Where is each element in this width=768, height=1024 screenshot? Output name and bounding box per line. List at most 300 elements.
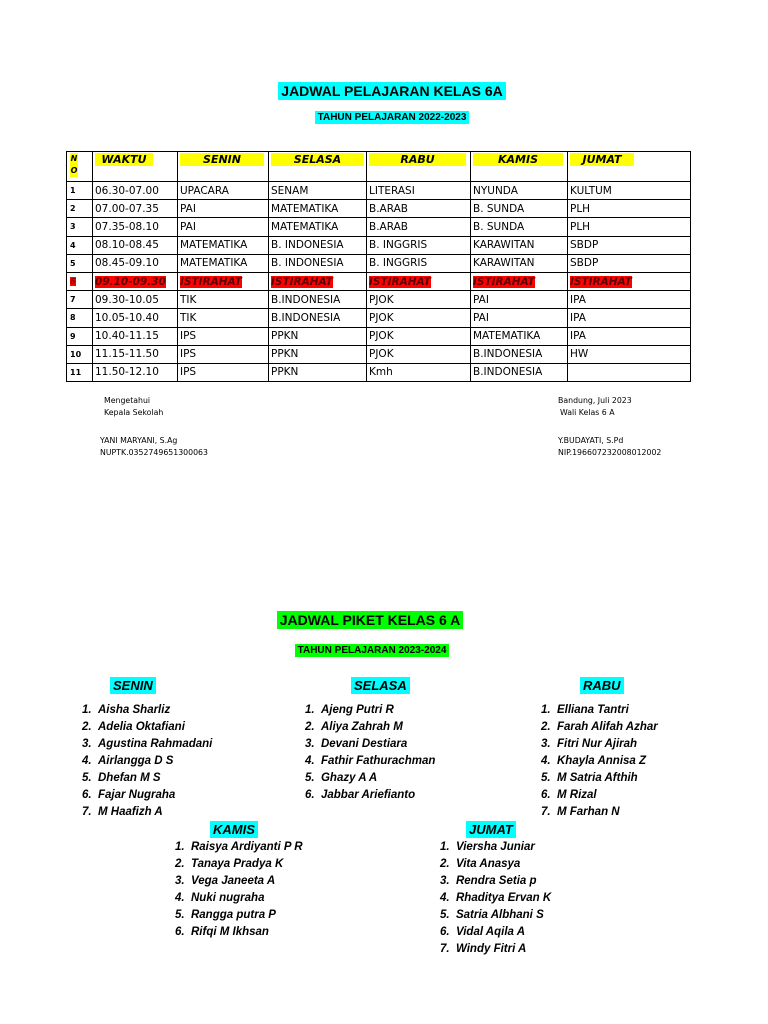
cell-rabu [367, 254, 471, 272]
piket-year-wrap [0, 640, 744, 658]
cell-kamis-text: MATEMATIKA [473, 330, 541, 343]
cell-kamis [471, 327, 568, 345]
cell-rabu-text: LITERASI [369, 184, 415, 197]
student-name: M Satria Afthih [556, 772, 638, 784]
list-item [82, 770, 212, 787]
cell-no-text: 10 [70, 349, 82, 359]
cell-kamis [471, 291, 568, 309]
cell-kamis [471, 236, 568, 254]
list-number: 5. [541, 772, 557, 784]
list-item [440, 873, 551, 890]
cell-senin [178, 200, 269, 218]
cell-waktu-text: 07.35-08.10 [95, 220, 159, 233]
student-name: Airlangga D S [97, 755, 174, 767]
cell-selasa [269, 327, 367, 345]
piket-list-selasa [305, 702, 435, 804]
cell-waktu [93, 272, 178, 290]
cell-senin-text: ISTIRAHAT [180, 275, 242, 288]
day-title-senin: SENIN [110, 677, 156, 694]
cell-senin [178, 182, 269, 200]
student-name: M Rizal [556, 789, 597, 801]
list-item [440, 839, 551, 856]
list-item [541, 770, 658, 787]
cell-jumat [568, 272, 691, 290]
cell-kamis [471, 272, 568, 290]
header-waktu-cell [93, 152, 178, 182]
cell-kamis [471, 363, 568, 381]
list-number: 4. [440, 892, 456, 904]
cell-waktu-text: 09.30-10.05 [95, 293, 159, 306]
cell-jumat-text: KULTUM [570, 184, 612, 197]
header-kamis-cell [471, 152, 568, 182]
cell-senin-text: PAI [180, 220, 196, 233]
cell-senin-text: MATEMATIKA [180, 239, 248, 252]
cell-jumat-text: SBDP [570, 239, 599, 252]
student-name: Satria Albhani S [455, 909, 544, 921]
cell-no [67, 272, 93, 290]
header-jumat: JUMAT [570, 153, 634, 166]
schedule-year: TAHUN PELAJARAN 2022-2023 [315, 111, 470, 124]
student-name: Nuki nugraha [190, 892, 265, 904]
list-item [82, 753, 212, 770]
cell-no-text: 5 [70, 258, 76, 268]
student-name: Tanaya Pradya K [190, 858, 284, 870]
cell-senin [178, 327, 269, 345]
student-name: M Farhan N [556, 806, 620, 818]
table-row [67, 345, 691, 363]
student-name: Adelia Oktafiani [97, 721, 185, 733]
cell-rabu [367, 236, 471, 254]
cell-selasa-text: B.INDONESIA [271, 293, 341, 306]
cell-no-text: 8 [70, 313, 76, 323]
cell-selasa-text: PPKN [271, 330, 299, 343]
header-rabu: RABU [369, 153, 466, 166]
header-jumat-cell [568, 152, 691, 182]
student-name: Fathir Fathurachman [320, 755, 436, 767]
cell-rabu-text: ISTIRAHAT [369, 275, 431, 288]
cell-senin [178, 272, 269, 290]
list-item [305, 787, 435, 804]
cell-no [67, 327, 93, 345]
student-name: Windy Fitri A [455, 943, 527, 955]
student-name: Vita Anasya [455, 858, 521, 870]
day-title-selasa: SELASA [351, 677, 410, 694]
signature-right-line2: Wali Kelas 6 A [560, 408, 615, 417]
cell-no-text: 11 [70, 367, 82, 377]
cell-selasa [269, 200, 367, 218]
cell-waktu [93, 345, 178, 363]
cell-senin [178, 363, 269, 381]
cell-waktu [93, 236, 178, 254]
list-item [541, 804, 658, 821]
cell-no [67, 291, 93, 309]
cell-jumat-text: PLH [570, 220, 591, 233]
student-name: Aliya Zahrah M [320, 721, 403, 733]
header-senin: SENIN [180, 153, 264, 166]
header-no-bottom: O [70, 166, 78, 175]
header-waktu: WAKTU [95, 153, 153, 166]
cell-waktu [93, 327, 178, 345]
day-title-kamis: KAMIS [210, 821, 258, 838]
list-number: 2. [440, 858, 456, 870]
header-selasa-cell [269, 152, 367, 182]
cell-selasa-text: MATEMATIKA [271, 220, 339, 233]
student-name: Elliana Tantri [556, 704, 629, 716]
cell-no-text: 4 [70, 240, 76, 250]
list-number: 2. [305, 721, 321, 733]
list-number: 4. [305, 755, 321, 767]
table-row [67, 218, 691, 236]
student-name: Aisha Sharliz [97, 704, 171, 716]
list-item [305, 736, 435, 753]
cell-no [67, 236, 93, 254]
list-number: 5. [305, 772, 321, 784]
piket-title: JADWAL PIKET KELAS 6 A [277, 611, 463, 629]
cell-kamis-text: PAI [473, 311, 489, 324]
cell-rabu-text: PJOK [369, 293, 394, 306]
signature-left-bottom [100, 435, 208, 459]
signature-left-top [104, 395, 163, 419]
signature-right-line1: Bandung, Juli 2023 [558, 396, 632, 405]
list-number: 6. [305, 789, 321, 801]
schedule-table [66, 151, 691, 382]
cell-rabu-text: B. INGGRIS [369, 257, 428, 270]
student-name: Farah Alifah Azhar [556, 721, 658, 733]
cell-no [67, 345, 93, 363]
student-name: Rifqi M Ikhsan [190, 926, 269, 938]
list-number: 7. [541, 806, 557, 818]
cell-jumat-text: PLH [570, 202, 591, 215]
list-item [82, 787, 212, 804]
schedule-title-wrap [0, 82, 768, 101]
list-number: 1. [541, 704, 557, 716]
piket-list-jumat [440, 839, 551, 958]
table-row [67, 182, 691, 200]
table-row [67, 200, 691, 218]
list-item [175, 873, 303, 890]
cell-kamis-text: B.INDONESIA [473, 348, 543, 361]
list-number: 1. [440, 841, 456, 853]
cell-waktu-text: 11.50-12.10 [95, 366, 159, 379]
cell-kamis-text: NYUNDA [473, 184, 518, 197]
cell-senin-text: TIK [180, 311, 197, 324]
list-number: 4. [82, 755, 98, 767]
cell-jumat [568, 254, 691, 272]
list-item [175, 890, 303, 907]
cell-jumat [568, 236, 691, 254]
cell-kamis [471, 345, 568, 363]
cell-kamis-text: KARAWITAN [473, 257, 535, 270]
cell-rabu [367, 363, 471, 381]
list-item [82, 736, 212, 753]
cell-rabu-text: B.ARAB [369, 202, 408, 215]
cell-waktu [93, 254, 178, 272]
list-item [305, 702, 435, 719]
cell-selasa [269, 309, 367, 327]
signature-right-top [558, 395, 632, 419]
cell-senin [178, 345, 269, 363]
cell-jumat [568, 327, 691, 345]
cell-selasa [269, 254, 367, 272]
cell-selasa [269, 182, 367, 200]
table-row [67, 236, 691, 254]
cell-kamis-text: B. SUNDA [473, 202, 525, 215]
cell-senin-text: TIK [180, 293, 197, 306]
list-number: 6. [175, 926, 191, 938]
cell-jumat [568, 291, 691, 309]
cell-no [67, 218, 93, 236]
cell-kamis [471, 200, 568, 218]
list-item [440, 890, 551, 907]
list-number: 4. [541, 755, 557, 767]
cell-waktu [93, 200, 178, 218]
cell-waktu [93, 291, 178, 309]
student-name: M Haafizh A [97, 806, 163, 818]
cell-selasa-text: MATEMATIKA [271, 202, 339, 215]
header-selasa: SELASA [271, 153, 364, 166]
cell-kamis-text: PAI [473, 293, 489, 306]
cell-no-text: 9 [70, 331, 76, 341]
cell-waktu-text: 06.30-07.00 [95, 184, 159, 197]
cell-rabu-text: PJOK [369, 348, 394, 361]
cell-senin [178, 309, 269, 327]
cell-rabu [367, 200, 471, 218]
cell-jumat-text: IPA [570, 330, 586, 343]
cell-rabu [367, 327, 471, 345]
list-number: 3. [440, 875, 456, 887]
cell-jumat-text: ISTIRAHAT [570, 275, 632, 288]
piket-year: TAHUN PELAJARAN 2023-2024 [295, 644, 450, 657]
student-name: Ghazy A A [320, 772, 378, 784]
table-row [67, 363, 691, 381]
list-item [82, 719, 212, 736]
list-item [440, 924, 551, 941]
list-number: 1. [82, 704, 98, 716]
cell-no [67, 182, 93, 200]
list-item [305, 719, 435, 736]
cell-selasa-text: SENAM [271, 184, 309, 197]
student-name: Vega Janeeta A [190, 875, 276, 887]
cell-jumat [568, 345, 691, 363]
list-item [440, 856, 551, 873]
cell-senin [178, 218, 269, 236]
cell-selasa-text: B.INDONESIA [271, 311, 341, 324]
cell-senin-text: PAI [180, 202, 196, 215]
schedule-year-wrap [0, 107, 768, 125]
list-number: 2. [82, 721, 98, 733]
cell-waktu-text: 08.10-08.45 [95, 239, 159, 252]
piket-list-rabu [541, 702, 658, 821]
cell-no-text: 1 [70, 186, 76, 196]
list-number: 1. [305, 704, 321, 716]
signature-right-bottom [558, 435, 661, 459]
signature-left-line2: Kepala Sekolah [104, 408, 164, 417]
cell-kamis [471, 218, 568, 236]
list-item [175, 924, 303, 941]
cell-senin [178, 291, 269, 309]
student-name: Fajar Nugraha [97, 789, 176, 801]
signature-left-id: NUPTK.0352749651300063 [100, 448, 208, 457]
cell-selasa [269, 218, 367, 236]
cell-jumat-text: IPA [570, 311, 586, 324]
cell-jumat [568, 218, 691, 236]
cell-senin-text: IPS [180, 330, 197, 343]
list-item [541, 753, 658, 770]
cell-jumat-text: SBDP [570, 257, 599, 270]
header-kamis: KAMIS [473, 153, 563, 166]
list-number: 3. [305, 738, 321, 750]
cell-waktu [93, 363, 178, 381]
cell-no-text: 3 [70, 222, 76, 232]
signature-left-name: YANI MARYANI, S.Ag [100, 436, 178, 445]
student-name: Ajeng Putri R [320, 704, 394, 716]
list-item [305, 770, 435, 787]
cell-no [67, 200, 93, 218]
student-name: Khayla Annisa Z [556, 755, 647, 767]
student-name: Dhefan M S [97, 772, 161, 784]
cell-selasa-text: PPKN [271, 366, 299, 379]
list-number: 1. [175, 841, 191, 853]
list-number: 5. [175, 909, 191, 921]
cell-selasa-text: PPKN [271, 348, 299, 361]
signature-left-line1: Mengetahui [104, 396, 151, 405]
list-number: 2. [175, 858, 191, 870]
list-number: 7. [82, 806, 98, 818]
list-number: 5. [82, 772, 98, 784]
cell-jumat [568, 200, 691, 218]
cell-selasa [269, 291, 367, 309]
table-header-row [67, 152, 691, 182]
list-number: 3. [175, 875, 191, 887]
cell-selasa [269, 236, 367, 254]
signature-right-name: Y.BUDAYATI, S.Pd [558, 436, 624, 445]
cell-waktu-text: 10.40-11.15 [95, 330, 159, 343]
list-number: 6. [82, 789, 98, 801]
table-row [67, 254, 691, 272]
cell-kamis [471, 254, 568, 272]
cell-rabu-text: Kmh [369, 366, 393, 379]
student-name: Vidal Aqila A [455, 926, 525, 938]
cell-kamis [471, 309, 568, 327]
cell-senin-text: UPACARA [180, 184, 229, 197]
cell-kamis-text: KARAWITAN [473, 239, 535, 252]
cell-no [67, 363, 93, 381]
list-item [175, 907, 303, 924]
cell-waktu-text: 11.15-11.50 [95, 348, 159, 361]
list-number: 5. [440, 909, 456, 921]
list-item [82, 804, 212, 821]
cell-selasa-text: B. INDONESIA [271, 257, 344, 270]
cell-kamis-text: ISTIRAHAT [473, 275, 535, 288]
list-item [82, 702, 212, 719]
header-no-top: N [70, 154, 78, 163]
header-no [67, 152, 93, 182]
list-item [541, 702, 658, 719]
cell-rabu [367, 345, 471, 363]
cell-waktu [93, 182, 178, 200]
list-number: 4. [175, 892, 191, 904]
cell-rabu-text: B. INGGRIS [369, 239, 428, 252]
list-number: 3. [541, 738, 557, 750]
cell-no [67, 309, 93, 327]
cell-waktu-text: 08.45-09.10 [95, 257, 159, 270]
cell-selasa [269, 345, 367, 363]
list-number: 7. [440, 943, 456, 955]
cell-selasa [269, 363, 367, 381]
list-number: 3. [82, 738, 98, 750]
student-name: Devani Destiara [320, 738, 408, 750]
student-name: Viersha Juniar [455, 841, 535, 853]
table-row [67, 272, 691, 290]
student-name: Rangga putra P [190, 909, 276, 921]
cell-jumat [568, 363, 691, 381]
cell-kamis [471, 182, 568, 200]
piket-list-senin [82, 702, 212, 821]
list-number: 6. [541, 789, 557, 801]
cell-jumat [568, 309, 691, 327]
cell-waktu-text: 10.05-10.40 [95, 311, 159, 324]
cell-no-text: 6 [70, 277, 76, 287]
cell-rabu [367, 309, 471, 327]
cell-rabu-text: B.ARAB [369, 220, 408, 233]
cell-selasa-text: B. INDONESIA [271, 239, 344, 252]
cell-jumat-text: HW [570, 348, 589, 361]
list-number: 6. [440, 926, 456, 938]
cell-waktu [93, 309, 178, 327]
cell-jumat-text: IPA [570, 293, 586, 306]
header-senin-cell [178, 152, 269, 182]
cell-waktu [93, 218, 178, 236]
cell-selasa [269, 272, 367, 290]
piket-title-wrap [0, 611, 740, 630]
cell-selasa-text: ISTIRAHAT [271, 275, 333, 288]
cell-jumat [568, 182, 691, 200]
cell-kamis-text: B.INDONESIA [473, 366, 543, 379]
cell-rabu [367, 291, 471, 309]
signature-right-id: NIP.196607232008012002 [558, 448, 662, 457]
list-item [175, 839, 303, 856]
student-name: Raisya Ardiyanti P R [190, 841, 303, 853]
day-title-jumat: JUMAT [466, 821, 516, 838]
list-item [541, 736, 658, 753]
student-name: Agustina Rahmadani [97, 738, 213, 750]
list-item [440, 941, 551, 958]
cell-senin [178, 236, 269, 254]
cell-rabu-text: PJOK [369, 330, 394, 343]
table-row [67, 309, 691, 327]
list-item [541, 719, 658, 736]
cell-rabu [367, 272, 471, 290]
list-item [541, 787, 658, 804]
header-rabu-cell [367, 152, 471, 182]
cell-senin-text: IPS [180, 366, 197, 379]
schedule-title: JADWAL PELAJARAN KELAS 6A [278, 82, 505, 100]
list-item [440, 907, 551, 924]
student-name: Fitri Nur Ajirah [556, 738, 638, 750]
table-row [67, 291, 691, 309]
table-row [67, 327, 691, 345]
cell-waktu-text: 09.10-09.30 [95, 275, 166, 288]
cell-rabu-text: PJOK [369, 311, 394, 324]
list-item [305, 753, 435, 770]
list-item [175, 856, 303, 873]
day-title-rabu: RABU [580, 677, 624, 694]
cell-no-text: 2 [70, 204, 76, 214]
list-number: 2. [541, 721, 557, 733]
student-name: Rhaditya Ervan K [455, 892, 552, 904]
piket-list-kamis [175, 839, 303, 941]
cell-kamis-text: B. SUNDA [473, 220, 525, 233]
